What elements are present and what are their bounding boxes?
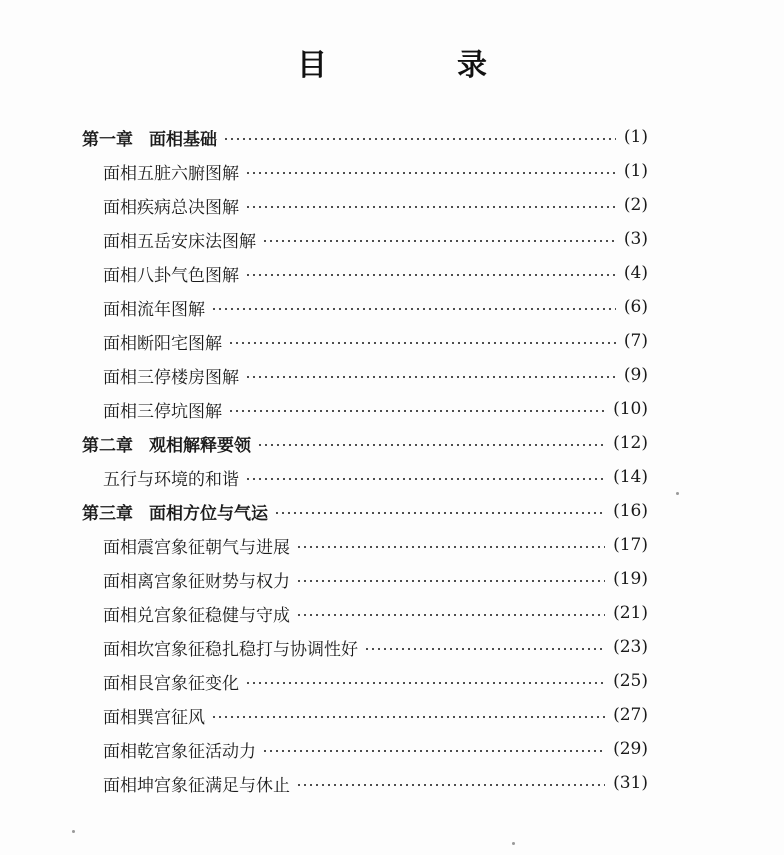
dot-leader — [245, 376, 616, 378]
toc-page-number: (21) — [613, 603, 648, 623]
toc-page-number: (4) — [623, 263, 648, 283]
toc-section-title: 五行与环境的和谐 — [103, 469, 239, 490]
toc-page-number: (10) — [613, 399, 648, 419]
toc-section-entry[interactable] — [103, 766, 648, 800]
toc-page-number: (7) — [623, 331, 648, 351]
toc-page-number: (2) — [623, 195, 648, 215]
toc-section-entry[interactable] — [103, 698, 648, 732]
toc-page-number: (23) — [613, 637, 648, 657]
toc-section-title: 面相三停楼房图解 — [103, 367, 239, 388]
dot-leader — [296, 580, 605, 582]
chapter-number: 第一章 — [82, 129, 133, 150]
dot-leader — [245, 172, 616, 174]
toc-page-number: (17) — [613, 535, 648, 555]
toc-page-number: (16) — [613, 501, 648, 521]
toc-section-title: 面相流年图解 — [103, 299, 205, 320]
toc-section-entry[interactable] — [103, 460, 648, 494]
toc-section-title: 面相疾病总决图解 — [103, 197, 239, 218]
dot-leader — [296, 614, 605, 616]
dot-leader — [245, 274, 616, 276]
toc-chapter-label — [82, 125, 223, 150]
chapter-title: 观相解释要领 — [149, 435, 251, 456]
dot-leader — [262, 240, 616, 242]
dot-leader — [245, 478, 605, 480]
toc-section-title: 面相五岳安床法图解 — [103, 231, 256, 252]
toc-page-number: (1) — [623, 127, 648, 147]
toc-section-title: 面相八卦气色图解 — [103, 265, 239, 286]
toc-section-entry[interactable] — [103, 596, 648, 630]
toc-section-entry[interactable] — [103, 664, 648, 698]
toc-section-entry[interactable] — [103, 630, 648, 664]
toc-section-entry[interactable] — [103, 290, 648, 324]
dot-leader — [274, 512, 605, 514]
dot-leader — [296, 546, 605, 548]
dot-leader — [364, 648, 605, 650]
toc-section-title: 面相震宫象征朝气与进展 — [103, 537, 290, 558]
dot-leader — [257, 444, 605, 446]
toc-section-title: 面相乾宫象征活动力 — [103, 741, 256, 762]
scan-speck — [72, 830, 75, 833]
toc-section-title: 面相三停坑图解 — [103, 401, 222, 422]
toc-chapter-entry[interactable] — [82, 426, 648, 460]
chapter-number: 第三章 — [82, 503, 133, 524]
toc-section-entry[interactable] — [103, 392, 648, 426]
toc-page-number: (14) — [613, 467, 648, 487]
chapter-number: 第二章 — [82, 435, 133, 456]
dot-leader — [245, 682, 605, 684]
toc-section-title: 面相坎宫象征稳扎稳打与协调性好 — [103, 639, 358, 660]
toc-section-title: 面相断阳宅图解 — [103, 333, 222, 354]
toc-section-title: 面相兑宫象征稳健与守成 — [103, 605, 290, 626]
toc-page-number: (25) — [613, 671, 648, 691]
toc-page-number: (29) — [613, 739, 648, 759]
chapter-title: 面相方位与气运 — [149, 503, 268, 524]
toc-page-number: (9) — [623, 365, 648, 385]
toc-section-entry[interactable] — [103, 562, 648, 596]
dot-leader — [262, 750, 605, 752]
toc-section-entry[interactable] — [103, 222, 648, 256]
dot-leader — [228, 410, 605, 412]
toc-section-title: 面相坤宫象征满足与休止 — [103, 775, 290, 796]
toc-section-entry[interactable] — [103, 732, 648, 766]
toc-chapter-label — [82, 499, 274, 524]
dot-leader — [296, 784, 605, 786]
chapter-title: 面相基础 — [149, 129, 217, 150]
toc-page-number: (6) — [623, 297, 648, 317]
toc-section-entry[interactable] — [103, 358, 648, 392]
toc-chapter-entry[interactable] — [82, 494, 648, 528]
toc-page-number: (3) — [623, 229, 648, 249]
toc-section-entry[interactable] — [103, 188, 648, 222]
dot-leader — [211, 308, 616, 310]
toc-section-entry[interactable] — [103, 256, 648, 290]
toc-page-number: (1) — [623, 161, 648, 181]
toc-chapter-entry[interactable] — [82, 120, 648, 154]
dot-leader — [223, 138, 616, 140]
toc-page-number: (31) — [613, 773, 648, 793]
toc-section-title: 面相五脏六腑图解 — [103, 163, 239, 184]
toc-section-title: 面相离宫象征财势与权力 — [103, 571, 290, 592]
scan-speck — [676, 492, 679, 495]
toc-chapter-label — [82, 431, 257, 456]
page-title: 目 录 — [297, 48, 537, 83]
toc-section-entry[interactable] — [103, 324, 648, 358]
toc-page-number: (27) — [613, 705, 648, 725]
toc-section-entry[interactable] — [103, 154, 648, 188]
dot-leader — [211, 716, 605, 718]
dot-leader — [245, 206, 616, 208]
toc-section-entry[interactable] — [103, 528, 648, 562]
toc-section-title: 面相艮宫象征变化 — [103, 673, 239, 694]
toc-section-title: 面相巽宫征风 — [103, 707, 205, 728]
toc-page-number: (19) — [613, 569, 648, 589]
scan-speck — [512, 842, 515, 845]
toc-page-number: (12) — [613, 433, 648, 453]
dot-leader — [228, 342, 616, 344]
